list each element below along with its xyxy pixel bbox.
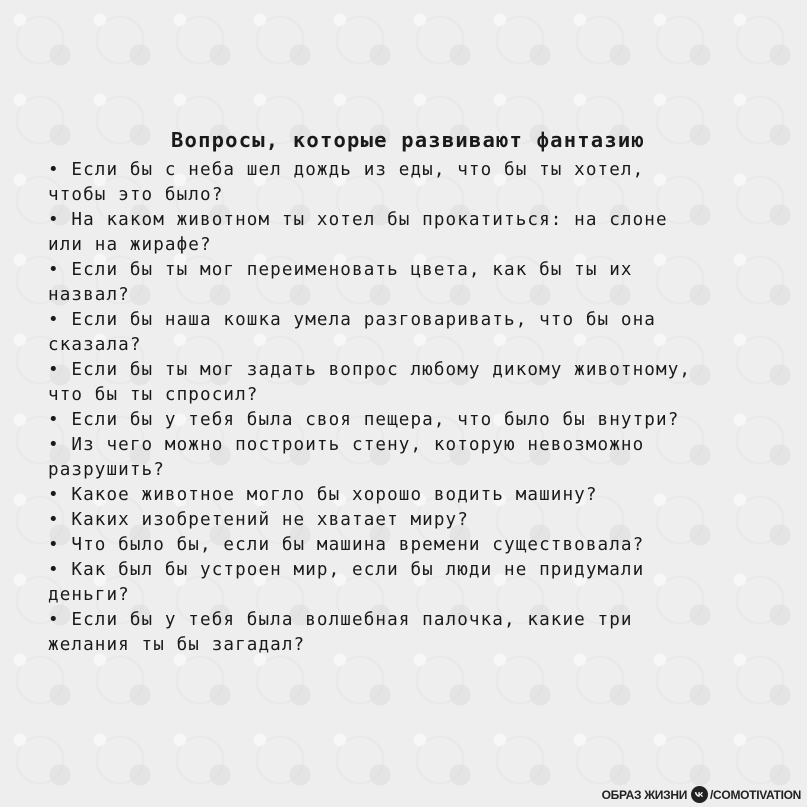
question-item: • Если бы у тебя была волшебная палочка, какие три желания ты бы загадал? xyxy=(48,610,633,655)
vk-logo-icon xyxy=(691,786,708,803)
watermark-left-text: ОБРАЗ ЖИЗНИ xyxy=(601,787,688,802)
questions-list xyxy=(48,158,788,658)
question-item: • На каком животном ты хотел бы прокатиться: на слоне или на жирафе? xyxy=(48,210,668,255)
page-title: Вопросы, которые развивают фантазию xyxy=(171,128,645,152)
question-item: • Если бы у тебя была своя пещера, что было бы внутри? xyxy=(48,410,680,430)
question-item: • Каких изобретений не хватает миру? xyxy=(48,510,469,530)
question-item: • Как был бы устроен мир, если бы люди не придумали деньги? xyxy=(48,560,645,605)
question-item: • Какое животное могло бы хорошо водить машину? xyxy=(48,485,598,505)
question-item: • Из чего можно построить стену, которую невозможно разрушить? xyxy=(48,435,645,480)
question-item: • Если бы ты мог переименовать цвета, как бы ты их назвал? xyxy=(48,260,633,305)
question-item: • Если бы наша кошка умела разговаривать, что бы она сказала? xyxy=(48,310,657,355)
question-item: • Если бы с неба шел дождь из еды, что бы ты хотел, чтобы это было? xyxy=(48,160,645,205)
question-item: • Что было бы, если бы машина времени существовала? xyxy=(48,535,645,555)
question-item: • Если бы ты мог задать вопрос любому дикому животному, что бы ты спросил? xyxy=(48,360,692,405)
watermark[interactable] xyxy=(602,786,801,803)
watermark-right-text: /COMOTIVATION xyxy=(710,787,801,802)
